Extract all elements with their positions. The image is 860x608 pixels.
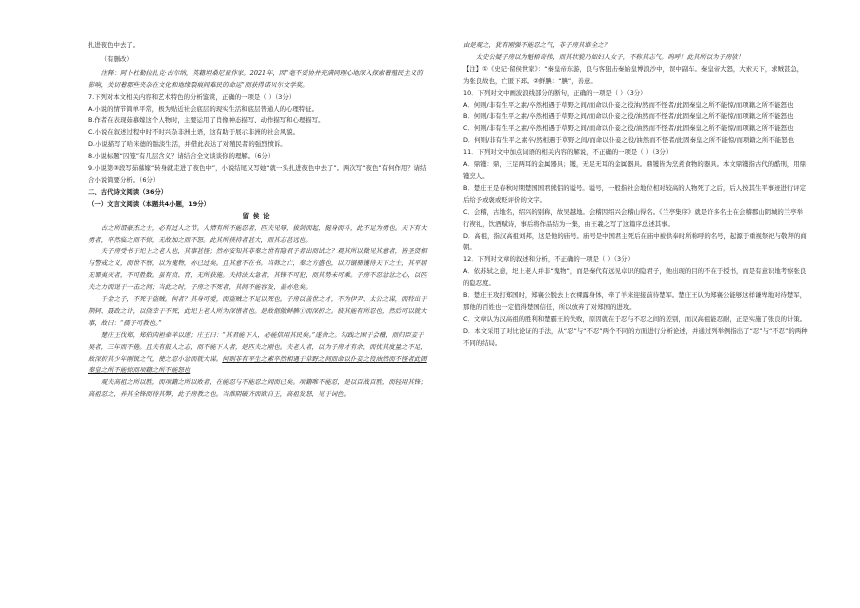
source-note: （有删改） (100, 54, 133, 63)
question-7: 7.下列对本文相关内容和艺术特色的分析鉴赏，正确的一项是（ ）（3分） (88, 92, 296, 101)
essay-paragraph-2: 夫子房受书于圯上之老人也，其事甚怪；然亦安知其非秦之世有隐君子者出而试之？观其所以微见其意者，皆圣贤相与警戒之义，而世不察，以为鬼物，亦已过矣。且其意不在书。当韩之亡，秦之方盛也，以刀锯鼎镬待天下之士，其平居无罪夷灭者，不可胜数。虽有贲、育，无所获施。夫持法太急者，其锋不可犯，而其势未可乘。子房不忍忿忿之心，以匹夫之力而逞于一击之间；当此之时，子房之不死者，其间不能容发，盖亦危矣。 (88, 247, 427, 292)
q11-option-d: D．高祖，指汉高祖刘邦，这是他的庙号。庙号是中国君主死后在庙中被供奉时所称呼的名号，起源于重视祭祀与敬拜的商朝。 (463, 231, 807, 252)
essay-title: 留侯论 (242, 211, 274, 220)
q10-option-a: A．何则/非有生平之素/卒然相遇于草野之间/而命以仆妾之役油/然而不怪者/此固秦皇之所不能惊/而项籍之所不能怒也 (463, 100, 794, 109)
story-ending-line: 扎进夜色中去了。 (88, 41, 140, 49)
essay-paragraph-1: 古之所谓豪杰之士，必有过人之节。人情有所不能忍者，匹夫见辱，拔剑而起，挺身而斗，此不足为勇也。天下有大勇者，卒然临之而不惊，无故加之而不怒。此其所挟持者甚大，而其志甚远也。 (88, 223, 427, 244)
q10-option-b: B．何则/非有生平之素/卒然相遇于草野之间/而命以仆妾之役/油然而不怪者/此固秦皇之所不能惊/而项籍之所不能怒也 (463, 112, 794, 121)
essay-annotation: 【注】①《史记·留侯世家》：“秦皇帝东游，良与客狙击秦始皇博浪沙中，误中副车。秦皇帝大怒，大索天下，求贼甚急，为张良故也，亡匿下邳。②鲜腆：“腆”，善意。 (463, 64, 804, 85)
q10-option-c: C．何则/非有生平之素/卒然相遇于草野之间/而命以仆妾之役/油然而不怪者/此固秦皇之所不能惊/而项籍之所不能怒也 (463, 124, 794, 133)
section-2-heading: 二、古代诗文阅读（36分） (88, 187, 168, 196)
essay-final-paragraph: 太史公疑子房以为魁梧奇伟，而其状貌乃如妇人女子，不称其志气。呜呼！此其所以为子房欤！ (475, 52, 745, 61)
essay-paragraph-4-text: 楚庄王伐郑，郑伯肉袒牵羊以逆；庄王曰：“其君能下人，必能信用其民矣。”遂舍之。勾践之困于会稽，而归臣妾于吴者，三年而不倦。且夫有报人之志，而不能下人者，是匹夫之刚也。夫老人者，以为子房才有余，而忧其度量之不足，故深折其少年刚锐之气，使之忍小忿而就大谋。 (88, 330, 427, 363)
question-12: 12．下列对文章的叙述和分析，不正确的一项是（ ）（3分） (463, 255, 634, 264)
essay-paragraph-5: 观夫高祖之所以胜，而项籍之所以败者，在能忍与不能忍之间而已矣。项籍唯不能忍，是以百战百胜，而轻用其锋；高祖忍之，养其全锋而待其弊，此子房教之也。当淮阴破齐而欲自王，高祖发怒，见于词色。 (88, 378, 427, 399)
q12-option-b: B．楚庄王攻打郑国时，郑襄公脱去上衣裸露身体，牵了羊来迎接前待楚军。楚庄王认为郑襄公能够这样谦卑地对待楚军，那他的百姓也一定值得楚国信任，所以放弃了对郑国的进攻。 (463, 291, 807, 311)
question-10: 10．下列对文中画波浪线部分的断句，正确的一项是（ ）（3分） (463, 88, 647, 97)
essay-paragraph-3: 千金之子，不死于盗贼。何者？其身可爱，而盗贼之不足以死也。子房以盖世之才，不为伊尹、太公之谋，而特出于荆轲、聂政之计，以侥幸于不死，此圯上老人所为深惜者也。是故倨傲鲜腆①而深折之。彼其能有所忍也，然后可以就大事，故曰：“孺子可教也。” (88, 295, 427, 327)
q11-option-b: B．楚庄王是春秋时期楚国国君熊侣的谥号。谥号，一般指社会地位相对较高的人物死了之后，后人按其生平事迹进行评定后给予或褒或贬评价的文字。 (463, 183, 807, 204)
q12-option-d: D．本文采用了对比论证的手法，从“忍”与“不忍”两个不同的方面进行分析论述，并通过列举例指出了“忍”与“不忍”的两种不同的结局。 (463, 326, 808, 347)
q7-option-a: A.小说的情节简单平常，极为贴近社会底层的现实生活和底层普通人的心理特征。 (88, 104, 318, 113)
question-9: 9.小说第③段写茹慕嫁“转身就走进了夜色中”，小说结尾又写她“就一头扎进夜色中去了”。两次写“夜色”有何作用？请结合小说简要分析。（6分） (88, 164, 427, 184)
right-column (463, 40, 808, 350)
section-2-1-heading: （一）文言文阅读（本题共4小题，19分） (88, 199, 210, 208)
left-column (88, 40, 428, 401)
essay-wavy-underline: 何则非有平生之素卒然相遇于草野之间而命以仆妾之役油然而不怪者此固秦皇之所不能惊而项籍之所不能怒也 (88, 354, 427, 375)
question-8: 8.小说标题“囚笼”有几层含义？请结合全文谈谈你的理解。（6分） (88, 152, 275, 161)
question-11: 11．下列对文中加点词语的相关内容的解说，不正确的一项是（ ）（3分） (463, 148, 673, 157)
q7-option-b: B.作者在表现茹慕嫁这个人物时，主要运用了肖像神态描写、动作描写和心理描写。 (88, 116, 325, 125)
q7-option-c: C.小说在叙述过程中时不时兴杂非洲土语，这有助于展示非洲的社会风貌。 (88, 128, 299, 137)
q12-option-a: A．依苏轼之意，圯上老人并非“鬼物”，而是秦代有远见卓识的隐君子，他出现的目的不在于授书，而是有意识地考察张良的隐忍度。 (463, 267, 807, 288)
q7-option-d: D.小说描写了哈米德的骷淡生活，并借此表达了对殖民者的强烈愤诉。 (88, 140, 287, 149)
q10-option-d: D．何则/非有生平之素卒/然相遇于草野之间/而命以仆妾之役/油然而不怪者/此固秦皇之所不能惊/而项籍之所不能怒也 (463, 136, 794, 145)
essay-continuation: 由是观之，犹有刚强不能忍之气，非子房其谁全之？ (463, 41, 610, 49)
q11-option-c: C．会稽，古地名，绍兴的别称，故吴越地。会稽因绍兴会稽山得名。《兰亭集序》就是许多名士在会稽郡山阴城的兰亭举行褉礼，饮酒赋诗，事后将作品结为一集，由王羲之写了这篇序总述其事。 (463, 207, 803, 228)
q11-option-a: A．鼎镬：鼎，三足两耳的金属器具；镬，无足无耳的金属器具。鼎镬皆为烹煮食物的器具。本文鼎镬指古代的酷刑，用鼎镬烹人。 (463, 160, 807, 180)
author-note: 注释：阿卜杜勒拉扎克·古尔纳，英籍坦桑尼亚作家。2021年，因“毫不妥协并充满同理心地深入探索着殖民主义的影响，关切着那些夹杂在文化和地缘裂痕间难民的命运”而获得诺贝尔文学奖。 (88, 68, 423, 89)
essay-paragraph-4 (88, 330, 428, 378)
q12-option-c: C．文章认为汉高祖的胜利和楚霸王的失败，原因就在于忍与不忍之间的差别，而汉高祖能忍耐，正是实施了张良的计策。 (463, 314, 807, 323)
